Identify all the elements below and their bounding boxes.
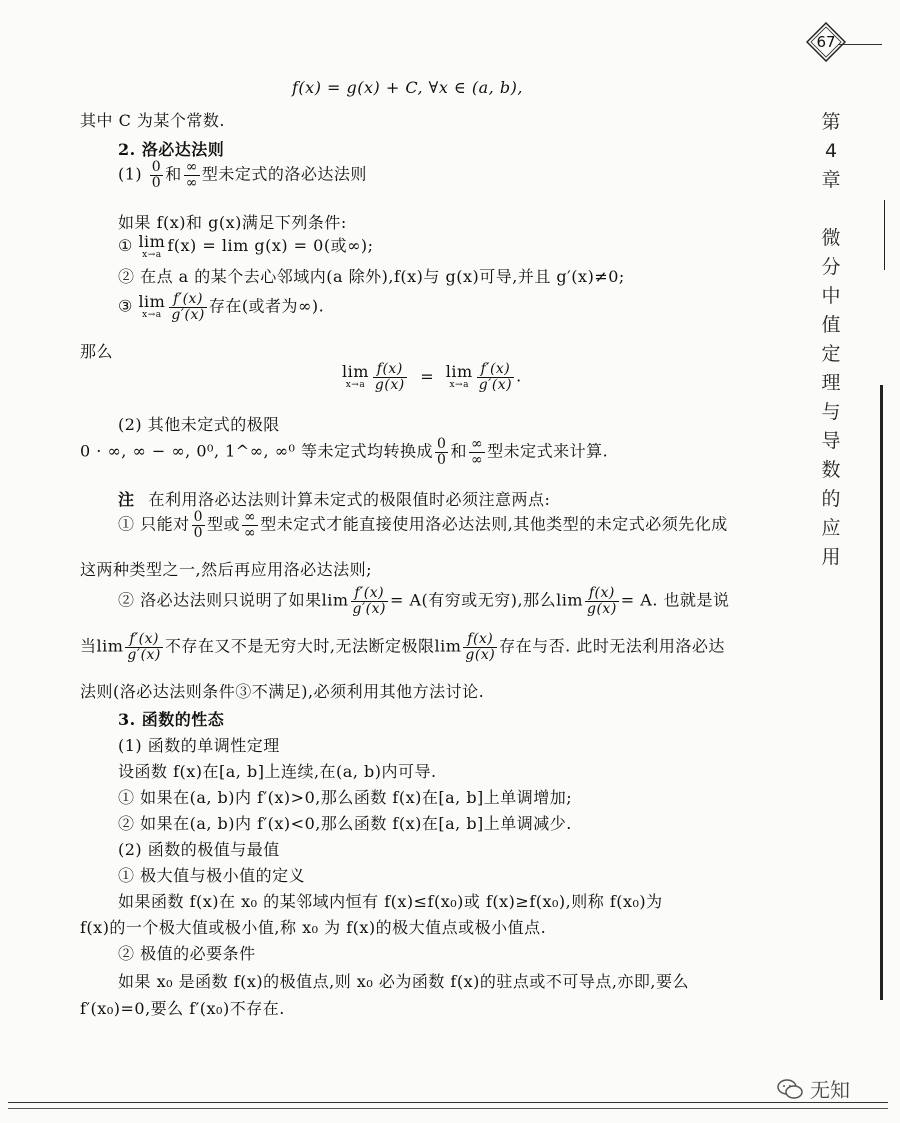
side-title-char: 数 — [821, 459, 841, 481]
watermark-text: 无知 — [810, 1078, 850, 1102]
numerator: f′(x) — [351, 586, 388, 602]
fraction — [373, 362, 407, 392]
numerator: ∞ — [470, 436, 484, 452]
side-title-char: 章 — [821, 169, 841, 191]
denominator: 0 — [437, 451, 447, 468]
numerator: ∞ — [244, 509, 257, 525]
display-equation — [342, 362, 522, 392]
text: 0 · ∞, ∞ − ∞, 0⁰, 1^∞, ∞⁰ 等未定式均转换成 — [80, 441, 434, 461]
text-line — [80, 632, 725, 662]
denominator: g(x) — [587, 600, 617, 617]
numerator: f′(x) — [477, 362, 514, 378]
text: f(x) = lim g(x) = 0(或∞); — [167, 236, 374, 255]
numerator: f(x) — [463, 632, 497, 648]
limit — [342, 364, 369, 390]
wechat-icon — [776, 1078, 804, 1100]
lim-sub: x→a — [345, 380, 366, 391]
text: 型未定式才能直接使用洛必达法则,其他类型的未定式必须先化成 — [260, 514, 728, 534]
denominator: g′(x) — [478, 376, 513, 393]
side-title-char: 应 — [821, 517, 841, 539]
text-line: 如果 f(x)和 g(x)满足下列条件: — [118, 213, 347, 232]
text: 和 — [165, 164, 182, 184]
text-line — [80, 437, 608, 467]
lim-sub: x→a — [449, 380, 469, 391]
text-line: 法则(洛必达法则条件③不满足),必须利用其他方法讨论. — [80, 682, 485, 701]
subsection-heading: (2) 函数的极值与最值 — [118, 840, 280, 859]
lim-word: lim — [434, 636, 462, 656]
denominator: g′(x) — [352, 600, 386, 617]
text: (1) — [118, 164, 143, 184]
numerator: ∞ — [185, 159, 198, 175]
fraction — [150, 160, 163, 190]
margin-bar — [880, 385, 883, 1000]
side-title-char: 中 — [821, 285, 841, 307]
fraction — [242, 510, 258, 540]
text: ① 只能对 — [118, 514, 190, 534]
text: 型未定式的洛必达法则 — [201, 164, 367, 184]
limit — [138, 294, 165, 320]
lim-word: lim — [321, 590, 349, 610]
section-heading: 3. 函数的性态 — [118, 710, 225, 729]
numerator: f(x) — [373, 362, 407, 378]
side-title-char: 的 — [821, 488, 841, 510]
lim-word: lim — [445, 362, 473, 382]
fraction — [463, 632, 497, 662]
text-line: f(x)的一个极大值或极小值,称 x₀ 为 f(x)的极大值点或极小值点. — [80, 918, 547, 937]
text-line: ② 如果在(a, b)内 f′(x)<0,那么函数 f(x)在[a, b]上单调减少. — [118, 814, 572, 833]
watermark — [776, 1074, 850, 1103]
fraction — [169, 292, 206, 322]
note-line — [118, 487, 550, 510]
numerator: 0 — [437, 436, 447, 452]
limit — [138, 231, 166, 260]
marker: ③ — [118, 296, 133, 316]
fraction — [125, 632, 162, 662]
text: 型未定式来计算. — [487, 441, 609, 461]
lim-word: lim — [342, 362, 369, 382]
fraction — [477, 362, 514, 392]
denominator: ∞ — [244, 524, 257, 541]
subsection-heading: (2) 其他未定式的极限 — [118, 415, 280, 434]
text: 不存在又不是无穷大时,无法断定极限 — [164, 636, 435, 656]
side-title-char: 微 — [821, 227, 841, 249]
margin-bar — [884, 200, 885, 270]
condition-3 — [118, 292, 324, 322]
denominator: g′(x) — [127, 646, 161, 663]
numerator: 0 — [193, 509, 204, 525]
text-line: ① 如果在(a, b)内 f′(x)>0,那么函数 f(x)在[a, b]上单调增加; — [118, 788, 573, 807]
lim-word: lim — [96, 636, 124, 656]
note-label: 注 — [118, 490, 135, 509]
numerator: f(x) — [585, 586, 619, 602]
denominator: g′(x) — [171, 306, 205, 323]
text-line: 如果 x₀ 是函数 f(x)的极值点,则 x₀ 必为函数 f(x)的驻点或不可导点,亦即,要么 — [118, 972, 690, 991]
side-title-char: 用 — [821, 546, 841, 568]
text-line: ② 极值的必要条件 — [118, 944, 256, 963]
text-line — [118, 510, 728, 540]
text: = A(有穷或无穷),那么 — [389, 590, 557, 610]
side-title-char: 4 — [824, 140, 838, 162]
lim-word: lim — [138, 231, 166, 251]
denominator: 0 — [151, 174, 162, 191]
text: 存在(或者为∞). — [208, 296, 325, 316]
text-line: 设函数 f(x)在[a, b]上连续,在(a, b)内可导. — [118, 762, 437, 781]
lim-word: lim — [556, 590, 583, 610]
text-line: 如果函数 f(x)在 x₀ 的某邻域内恒有 f(x)≤f(x₀)或 f(x)≥f(x₀),则称 f(x₀)为 — [118, 892, 663, 911]
fraction — [184, 160, 200, 190]
text-line: 这两种类型之一,然后再应用洛必达法则; — [80, 560, 372, 579]
section-heading: 2. 洛必达法则 — [118, 140, 225, 159]
text: 当 — [80, 636, 97, 656]
text: 和 — [450, 441, 467, 461]
text: 存在与否. 此时无法利用洛必达 — [499, 636, 725, 656]
chapter-side-title — [818, 108, 844, 572]
denominator: g(x) — [465, 646, 496, 663]
numerator: f′(x) — [169, 292, 206, 308]
text-line: 其中 C 为某个常数. — [80, 111, 226, 130]
denominator: ∞ — [185, 174, 198, 191]
text-line: f′(x₀)=0,要么 f′(x₀)不存在. — [80, 999, 285, 1018]
subsection-heading — [118, 160, 367, 190]
side-title-char: 分 — [821, 256, 841, 278]
side-title-char — [818, 195, 844, 224]
condition-1 — [118, 233, 374, 260]
numerator: 0 — [151, 159, 162, 175]
text: = A. 也就是说 — [620, 590, 730, 610]
side-title-char: 值 — [821, 314, 841, 336]
condition-2: ② 在点 a 的某个去心邻域内(a 除外),f(x)与 g(x)可导,并且 g′(x)≠0; — [118, 267, 625, 286]
header-rule — [838, 44, 882, 45]
limit — [446, 364, 473, 390]
equals: = — [420, 366, 435, 386]
text-line: 那么 — [80, 342, 114, 361]
marker: ① — [118, 236, 133, 255]
footer-rule — [8, 1108, 888, 1109]
fraction — [585, 586, 619, 616]
period: . — [516, 366, 522, 386]
equation-line: f(x) = g(x) + C, ∀x ∈ (a, b), — [292, 78, 523, 97]
denominator: 0 — [193, 524, 204, 541]
subsection-heading: (1) 函数的单调性定理 — [118, 736, 280, 755]
footer-rule — [8, 1102, 888, 1103]
text-line: ① 极大值与极小值的定义 — [118, 866, 306, 885]
side-title-char: 理 — [821, 372, 841, 394]
text: ② 洛必达法则只说明了如果 — [118, 590, 322, 610]
side-title-char: 导 — [821, 430, 841, 452]
side-title-char: 定 — [821, 343, 841, 365]
fraction — [192, 510, 205, 540]
side-title-char: 第 — [821, 111, 841, 133]
numerator: f′(x) — [125, 632, 162, 648]
denominator: ∞ — [470, 451, 484, 468]
text: 在利用洛必达法则计算未定式的极限值时必须注意两点: — [148, 490, 551, 509]
lim-sub: x→a — [142, 310, 162, 321]
fraction — [351, 586, 388, 616]
denominator: g(x) — [374, 376, 405, 393]
text-line — [118, 586, 730, 616]
text: 型或 — [207, 514, 241, 534]
lim-word: lim — [138, 292, 166, 312]
side-title-char: 与 — [821, 401, 841, 423]
page-number: 67 — [816, 33, 836, 51]
fraction — [469, 437, 485, 467]
lim-sub: x→a — [142, 249, 162, 260]
fraction — [435, 437, 448, 467]
